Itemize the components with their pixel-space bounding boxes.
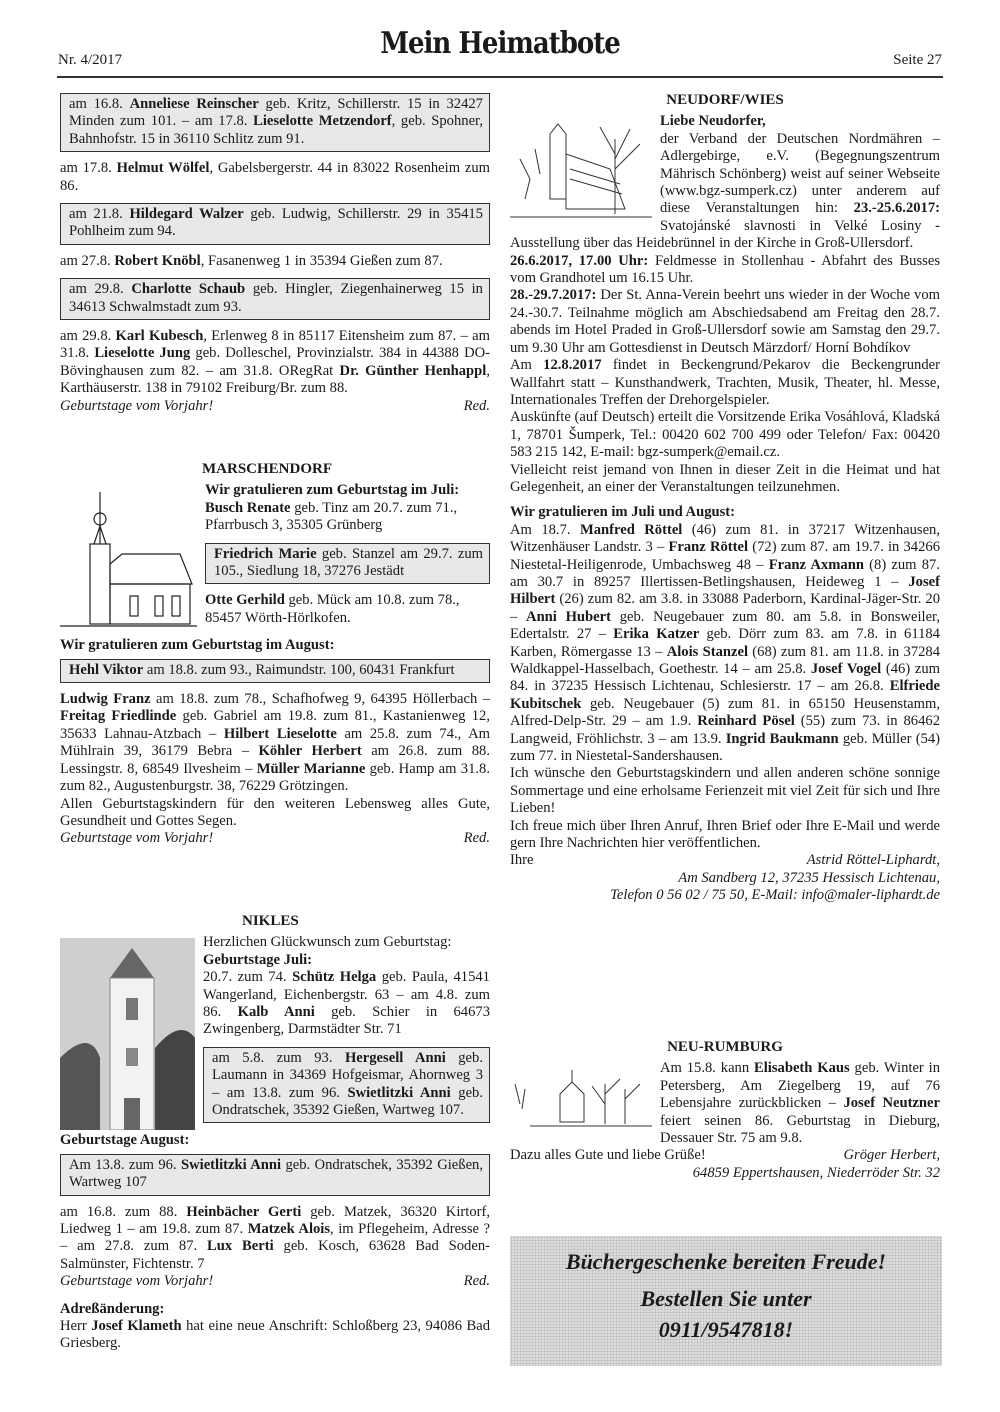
- text-run: (55) zum 73. in 86462 Langweid, Fröhlichstr. 3 – am 13.9.: [510, 713, 940, 747]
- editor-mark: Red.: [463, 1273, 490, 1290]
- text-run: geb. Gabriel am 19.8. zum 81., Kastanienweg 12, 35633 Lahnau-Atzbach –: [60, 708, 490, 742]
- note: Geburtstage vom Vorjahr!: [60, 1273, 214, 1290]
- text-run: , Gabelsbergerstr. 44 in 83022 Rosenheim zum 86.: [60, 160, 490, 194]
- text-run: geb. Dörr zum 83. am 7.8. in 61184 Karben, Römergasse 13 –: [510, 626, 940, 660]
- text-run: (8) zum 87. am 30.7 in 89257 Illertissen-Betlingshausen, Heideweg 1 –: [510, 556, 940, 590]
- name-bold: Köhler Herbert: [258, 743, 362, 760]
- name-bold: Kalb Anni: [237, 1004, 315, 1021]
- highlight-box: [60, 93, 490, 152]
- text-run: geb. Stanzel am 29.7. zum 105., Siedlung 18, 37276 Jestädt: [214, 545, 483, 580]
- text-run: geb. Winter in Petersberg, Am Ziegelberg 19, auf 76 Lebensjahre zurückblicken –: [660, 1060, 940, 1112]
- section-title: MARSCHENDORF: [202, 461, 332, 477]
- name-bold: Josef Vogel: [810, 661, 882, 677]
- text-run: geb. Paula, 41541 Wangerland, Eichenbergstr. 63 – am 4.8. zum 86.: [203, 969, 490, 1021]
- note: Geburtstage vom Vorjahr!: [60, 830, 214, 847]
- text-run: (46) zum 81. in 37217 Witzenhausen, Witzenhäuser Landstr. 3 –: [510, 521, 940, 556]
- intro-text: Herzlichen Glückwunsch zum Geburtstag:: [203, 934, 452, 951]
- signature-line: [510, 1147, 940, 1164]
- text-run: geb. Laumann in 34369 Hofgeismar, Ahornweg 3 – am 13.8. zum 96.: [212, 1049, 483, 1101]
- paragraph: [60, 1204, 490, 1274]
- text-run: geb. Matzek, 36320 Kirtorf, Liedweg 1 – am 19.8. zum 87.: [60, 1203, 490, 1238]
- name-bold: Schütz Helga: [292, 969, 377, 986]
- nikles-section: [60, 913, 490, 1353]
- text-run: am 16.8. zum 88.: [60, 1203, 187, 1220]
- church-photo-icon: [60, 938, 195, 1130]
- text-run: geb. Müller (54) zum 77. in Niestetal-Sandershausen.: [510, 730, 941, 765]
- text-run: , Karthäuserstr. 138 in 79102 Freiburg/Br. zum 88.: [60, 362, 490, 397]
- issue-number: Nr. 4/2017: [58, 52, 123, 68]
- name-bold: Karl Kubesch: [115, 328, 204, 345]
- signature-line: [60, 1273, 490, 1290]
- text-run: (68) zum 81. am 11.8. in 37284 Waldkappel-Hasselbach, Goethestr. 14 – am 25.8.: [510, 643, 941, 677]
- signature-line: [510, 852, 940, 869]
- text-run: am 21.8.: [69, 206, 130, 223]
- name-bold: Elfriede Kubitschek: [510, 678, 940, 712]
- highlight-box: [205, 543, 490, 585]
- name-bold: Matzek Alois: [247, 1221, 331, 1238]
- name-bold: Lieselotte Metzendorf: [253, 113, 392, 130]
- highlight-box: [60, 1154, 490, 1196]
- name-bold: Robert Knöbl: [114, 252, 201, 269]
- text-run: (26) zum 82. am 3.8. in 33088 Paderborn, Kardinal-Jäger-Str. 20 –: [510, 591, 940, 625]
- name-bold: Josef Neutzner: [843, 1095, 940, 1112]
- text-run: geb. Schier in 64673 Zwingenberg, Darmstädter Str. 71: [203, 1004, 490, 1038]
- name-bold: Swietlitzki Anni: [347, 1084, 451, 1101]
- paragraph: Vielleicht reist jemand von Ihnen in dieser Zeit in die Heimat und hat Gelegenheit, an einer der Veranstaltungen teilzunehmen.: [510, 461, 940, 495]
- text-run: geb. Neugebauer zum 80. am 5.8. in Bonsweiler, Edertalstr. 27 –: [510, 608, 940, 643]
- book-order-advertisement: [510, 1236, 942, 1366]
- name-bold: Hergesell Anni: [344, 1049, 446, 1066]
- contact-paragraph: Auskünfte (auf Deutsch) erteilt die Vorsitzende Erika Vosáhlová, Kladská 1, 78701 Šumperk, Tel.: 00420 602 700 499 oder Telefon/ Fax: 00420 583 215 142, E-mail: bgz-sumperk@email.cz.: [510, 409, 940, 461]
- congrats-heading: Wir gratulieren im Juli und August:: [510, 504, 736, 521]
- author-name: Gröger Herbert,: [843, 1147, 940, 1164]
- text-run: Am 15.8. kann: [660, 1060, 755, 1077]
- left-birthdays-section: [60, 93, 490, 415]
- text-run: Am 18.7.: [510, 521, 580, 538]
- text-run: am 27.8.: [60, 252, 115, 269]
- church-sketch-icon: [510, 119, 652, 224]
- section-title: NEUDORF/WIES: [666, 92, 784, 108]
- text-run: Am: [510, 357, 544, 374]
- text-run: am 16.8.: [69, 96, 130, 112]
- text-run: feiert seinen 86. Geburtstag in Dieburg, Dessauer Str. 75 am 9.8.: [660, 1112, 940, 1147]
- text-run: geb. Kritz, Schillerstr. 15 in 32427 Minden zum 101. – am 17.8.: [69, 96, 483, 130]
- text-run: geb. Hamp am 31.8. zum 82., Augustenburgstr. 38, 76229 Grötzingen.: [60, 760, 490, 795]
- highlight-box: [203, 1047, 490, 1124]
- name-bold: Freitag Friedlinde: [60, 708, 177, 725]
- author-contact: Telefon 0 56 02 / 75 50, E-Mail: info@maler-liphardt.de: [610, 887, 940, 904]
- paragraph: [60, 1318, 490, 1353]
- author-name: Astrid Röttel-Liphardt,: [806, 852, 940, 869]
- text-run: Am 13.8. zum 96.: [69, 1156, 181, 1173]
- section-title: NIKLES: [242, 913, 299, 929]
- text-run: geb. Mück am 10.8. zum 78., 85457 Wörth-Hörlkofen.: [205, 592, 460, 626]
- text-run: Der St. Anna-Verein beehrt uns wieder in der Woche vom 24.-30.7. Teilnahme möglich am Abschiedsabend am Freitag den 28.7. abends im Hotel Praded in Groß-Ullersdorf sowie am Samstag den 29.7. um 9.30 Uhr am Gottesdienst in Deutsch Märzdorf/ Horní Bohdíkov: [510, 287, 940, 356]
- text-run: Svatojánské slavnosti in Velké Losiny - Ausstellung über das Heidebrünnel in der Kirche in Groß-Ullersdorf.: [510, 217, 940, 252]
- chapel-sketch-icon: [510, 1064, 652, 1132]
- paragraph: [510, 357, 940, 409]
- text-run: findet in Beckengrund/Pekarov die Beckengrunder Wallfahrt statt – Kunsthandwerk, Trachten, Musik, Theater, hl. Messe, Internationales Treffen der Drehorgelspieler.: [510, 357, 940, 408]
- paragraph: [510, 522, 940, 766]
- text-run: geb. Neugebauer (5) zum 81. in 65150 Heusenstamm, Alfred-Delp-Str. 29 – am 1.9.: [510, 695, 940, 730]
- name-bold: Alois Stanzel: [666, 643, 749, 660]
- paragraph: [60, 328, 490, 398]
- text-run: geb. Kosch, 63628 Bad Soden-Salmünster, Fichtenstr. 7: [60, 1238, 490, 1272]
- neu-rumburg-section: [510, 1039, 940, 1182]
- name-bold: Lux Berti: [207, 1238, 274, 1255]
- text-run: geb. Tinz am 20.7. zum 71., Pfarrbusch 3, 35305 Grünberg: [205, 499, 458, 534]
- wish-text: Allen Geburtstagskindern für den weiteren Lebensweg alles Gute, Gesundheit und Gottes Segen.: [60, 795, 490, 829]
- text-run: Herr: [60, 1318, 92, 1335]
- name-bold: Otte Gerhild: [205, 592, 285, 609]
- paragraph: Ich freue mich über Ihren Anruf, Ihren Brief oder Ihre E-Mail und werde gern Ihre Nachrichten hier veröffentlichen.: [510, 817, 940, 852]
- name-bold: Hilbert Lieselotte: [223, 725, 337, 742]
- paragraph: Ich wünsche den Geburtstagskindern und allen anderen schöne sonnige Sommertage und eine erholsame Ferienzeit mit viel Zeit für sich und Ihre Lieben!: [510, 765, 940, 817]
- paragraph: [60, 253, 490, 270]
- name-bold: Josef Klameth: [91, 1318, 182, 1335]
- august-heading: Geburtstage August:: [60, 1132, 190, 1149]
- text-run: geb. Ludwig, Schillerstr. 29 in 35415 Pohlheim zum 94.: [69, 206, 483, 240]
- author-address: 64859 Eppertshausen, Niederröder Str. 32: [692, 1164, 940, 1181]
- name-bold: Müller Marianne: [256, 760, 366, 777]
- name-bold: Josef Hilbert: [510, 573, 940, 608]
- text-run: (46) zum 84. in 37235 Hessisch Lichtenau, Schlesierstr. 17 – am 26.8.: [510, 661, 940, 695]
- text-run: , Erlenweg 8 in 85117 Eitensheim zum 87. – am 31.8.: [60, 328, 490, 362]
- signature-line: [60, 830, 490, 847]
- signature-line: [60, 398, 490, 415]
- paragraph: [510, 287, 940, 357]
- name-bold: 28.-29.7.2017:: [510, 287, 597, 304]
- paragraph: [510, 253, 940, 288]
- text-run: am 29.8.: [69, 281, 132, 298]
- name-bold: Swietlitzki Anni: [180, 1156, 282, 1173]
- name-bold: Erika Katzer: [613, 626, 700, 643]
- text-run: , Fasanenweg 1 in 35394 Gießen zum 87.: [200, 252, 443, 269]
- name-bold: 12.8.2017: [543, 357, 602, 374]
- text-run: am 5.8. zum 93.: [212, 1049, 345, 1066]
- name-bold: Helmut Wölfel: [116, 160, 210, 177]
- highlight-box: [60, 203, 490, 245]
- section-title: NEU-RUMBURG: [667, 1039, 783, 1055]
- text-run: am 26.8. zum 88. Lessingstr. 8, 68549 Ilvesheim –: [60, 743, 490, 777]
- text-run: (72) zum 87. am 19.7. in 34266 Niestetal-Heiligenrode, Umbachsweg 48 –: [510, 539, 940, 573]
- name-bold: 23.-25.6.2017:: [853, 200, 940, 217]
- editor-mark: Red.: [463, 397, 490, 414]
- name-bold: Reinhard Pösel: [697, 713, 795, 730]
- ad-phone-number: 0911/9547818!: [658, 1317, 794, 1342]
- name-bold: Anni Hubert: [526, 608, 611, 625]
- paragraph: [60, 160, 490, 195]
- name-bold: Busch Renate: [205, 499, 291, 516]
- text-run: , geb. Spohner, Bahnhofstr. 15 in 36110 Schlitz zum 91.: [69, 113, 483, 147]
- text-run: , im Pflegeheim, Adresse ? – am 27.8. zum 87.: [60, 1221, 490, 1255]
- highlight-box: [60, 659, 490, 683]
- name-bold: Hehl Viktor: [69, 661, 144, 678]
- address-change-heading: Adreßänderung:: [60, 1300, 165, 1317]
- text-run: Feldmesse in Stollenhau - Abfahrt des Busses vom Grandhotel um 16.15 Uhr.: [510, 252, 940, 287]
- name-bold: Lieselotte Jung: [94, 345, 191, 362]
- intro-heading: Wir gratulieren zum Geburtstag im Juli:: [205, 482, 460, 499]
- name-bold: Hildegard Walzer: [129, 206, 244, 223]
- text-run: geb. Ondratschek, 35392 Gießen, Wartweg 107: [69, 1156, 483, 1191]
- marschendorf-section: [60, 461, 490, 848]
- greeting: Dazu alles Gute und liebe Grüße!: [510, 1147, 706, 1164]
- ad-subline: Bestellen Sie unter: [640, 1286, 812, 1311]
- header-rule: [57, 76, 943, 78]
- name-bold: Ingrid Baukmann: [725, 730, 839, 747]
- name-bold: Anneliese Reinscher: [129, 96, 259, 112]
- church-drawing-icon: [60, 484, 197, 634]
- text-run: geb. Ondratschek, 35392 Gießen, Wartweg 107.: [212, 1084, 483, 1119]
- text-run: am 18.8. zum 78., Schafhofweg 9, 64395 Höllerbach –: [150, 691, 491, 708]
- text-run: am 25.8. zum 74., Am Mühlrain 39, 36179 Bebra –: [60, 725, 491, 760]
- name-bold: Elisabeth Kaus: [754, 1060, 850, 1077]
- ad-headline: Büchergeschenke bereiten Freude!: [565, 1249, 887, 1274]
- name-bold: Ludwig Franz: [60, 691, 151, 708]
- name-bold: Franz Axmann: [768, 556, 864, 573]
- text-run: am 18.8. zum 93., Raimundstr. 100, 60431 Frankfurt: [143, 661, 455, 678]
- author-address: Am Sandberg 12, 37235 Hessisch Lichtenau,: [678, 869, 940, 886]
- name-bold: Franz Röttel: [668, 539, 749, 556]
- text-run: am 29.8.: [60, 328, 116, 345]
- july-heading: Geburtstage Juli:: [203, 951, 313, 968]
- note: Geburtstage vom Vorjahr!: [60, 397, 214, 414]
- highlight-box: [60, 278, 490, 320]
- name-bold: Heinbächer Gerti: [186, 1203, 302, 1220]
- text-run: 20.7. zum 74.: [203, 969, 293, 986]
- text-run: geb. Dolleschel, Provinzialstr. 384 in 44388 DO-Bövinghausen zum 82. – am 31.8. ORegRat: [60, 345, 491, 379]
- text-run: am 17.8.: [60, 160, 117, 177]
- closing: Ihre: [510, 852, 534, 869]
- text-run: hat eine neue Anschrift: Schloßberg 23, 94086 Bad Griesberg.: [60, 1318, 491, 1352]
- august-heading: Wir gratulieren zum Geburtstag im August:: [60, 637, 335, 654]
- editor-mark: Red.: [463, 830, 490, 847]
- paragraph: [60, 691, 490, 795]
- newspaper-logo: Mein Heimatbote: [380, 26, 620, 62]
- greeting: Liebe Neudorfer,: [660, 113, 766, 130]
- text-run: der Verband der Deutschen Nordmähren – Adlergebirge, e.V. (Begegnungszentrum Mährisch Schönberg) weist auf seiner Webseite (www.bgz-sumperk.cz) unter anderem auf diese Veranstaltungen hin:: [660, 130, 940, 217]
- name-bold: Dr. Günther Henhappl: [339, 362, 487, 379]
- text-run: geb. Hingler, Ziegenhainerweg 15 in 34613 Schwalmstadt zum 93.: [69, 281, 483, 315]
- name-bold: 26.6.2017, 17.00 Uhr:: [510, 252, 649, 269]
- name-bold: Friedrich Marie: [214, 545, 317, 562]
- name-bold: Manfred Röttel: [579, 521, 683, 538]
- name-bold: Charlotte Schaub: [131, 281, 246, 298]
- page-number: Seite 27: [893, 52, 942, 68]
- neudorf-section: [510, 92, 940, 905]
